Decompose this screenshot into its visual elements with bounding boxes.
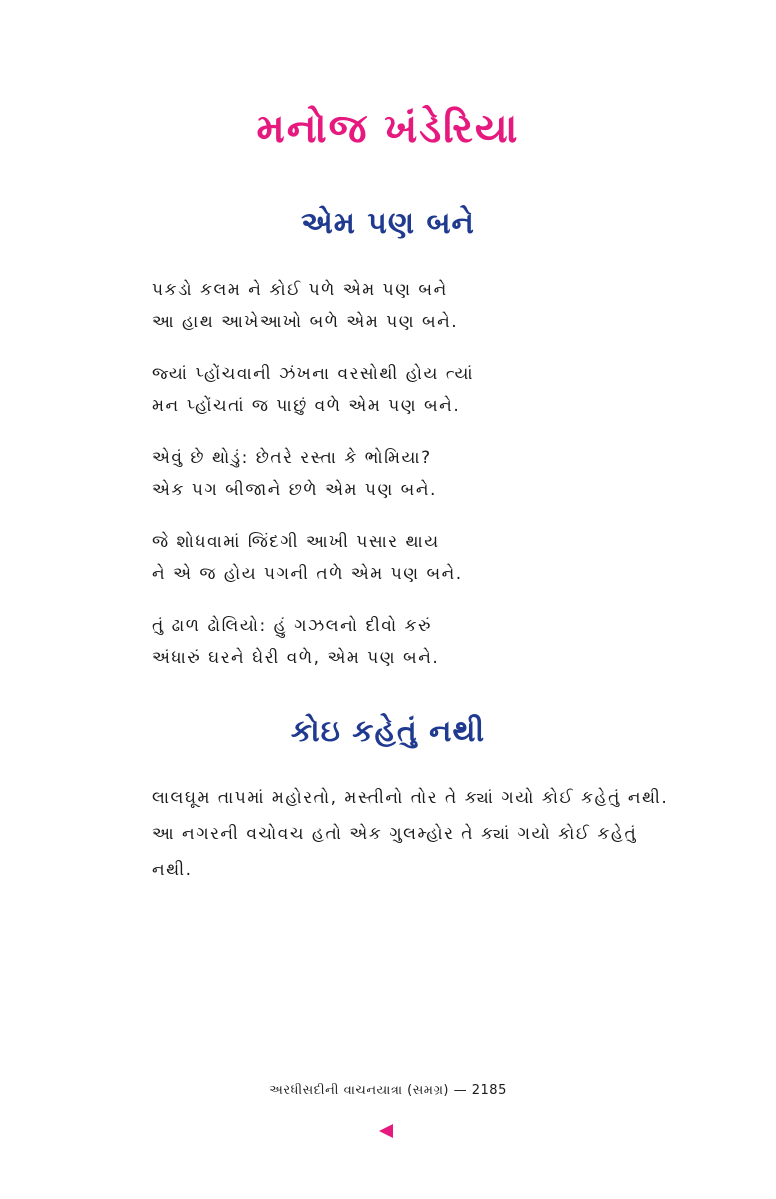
stanza: [152, 526, 672, 590]
page-footer: અરધીસદીની વાચનયાત્રા (સમગ્ર) — 2185: [269, 1083, 507, 1098]
verse-line: પકડો કલમ ને કોઈ પળે એમ પણ બને: [152, 280, 448, 300]
stanza: [152, 358, 672, 422]
verse-paragraph: આ નગરની વચોવચ હતો એક ગુલમ્હોર તે ક્યાં ગયો કોઈ કહેતું નથી.: [152, 824, 638, 880]
verse-line: આ હાથ આખેઆખો બળે એમ પણ બને.: [152, 312, 459, 332]
stanza: [152, 610, 672, 674]
stanza: [152, 274, 672, 338]
verse-line: મન પ્હોંચતાં જ પાછું વળે એમ પણ બને.: [152, 396, 461, 416]
verse-line: જે શોધવામાં જિંદગી આખી પસાર થાય: [152, 532, 440, 552]
verse-line: એક પગ બીજાને છળે એમ પણ બને.: [152, 480, 437, 500]
verse-line: અંધારું ઘરને ઘેરી વળે, એમ પણ બને.: [152, 648, 440, 668]
verse-paragraph: લાલઘૂમ તાપમાં મહોરતો, મસ્તીનો તોર તે ક્યાં ગયો કોઈ કહેતું નથી.: [152, 788, 669, 808]
poem-title-1: એમ પણ બને: [301, 206, 475, 241]
verse-line: એવું છે થોડું: છેતરે રસ્તા કે ભોમિયા?: [152, 448, 432, 468]
stanza: [152, 442, 672, 506]
back-arrow-icon[interactable]: [379, 1124, 393, 1138]
poem-1-body: [152, 274, 672, 694]
verse-line: તું ઢાળ ઢોલિયો: હું ગઝલનો દીવો કરું: [152, 616, 433, 636]
verse-line: ને એ જ હોય પગની તળે એમ પણ બને.: [152, 564, 463, 584]
verse-line: જ્યાં પ્હોંચવાની ઝંખના વરસોથી હોય ત્યાં: [152, 364, 475, 384]
poem-title-2: કોઇ કહેતું નથી: [290, 714, 486, 749]
poem-2-body: [152, 780, 682, 888]
author-name: મનોજ ખંડેરિયા: [256, 106, 520, 152]
